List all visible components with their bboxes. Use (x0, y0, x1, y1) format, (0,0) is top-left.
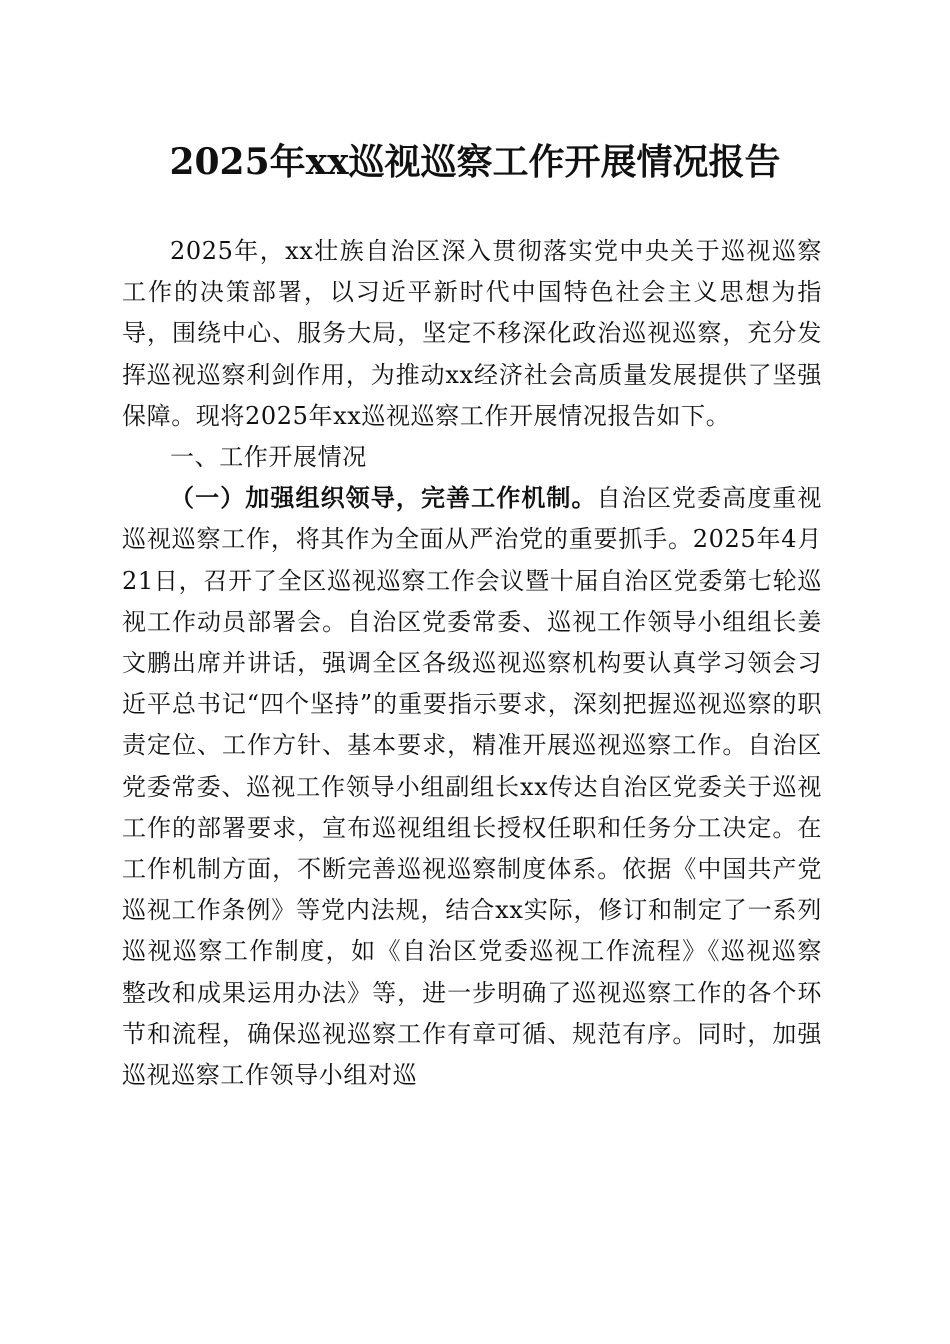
subsection-body: 自治区党委高度重视巡视巡察工作，将其作为全面从严治党的重要抓手。2025年4月21日，召开了全区巡视巡察工作会议暨十届自治区党委第七轮巡视工作动员部署会。自治区党委常委、巡视工作领导小组组长姜文鹏出席并讲话，强调全区各级巡视巡察机构要认真学习领会习近平总书记“四个坚持”的重要指示要求，深刻把握巡视巡察的职责定位、工作方针、基本要求，精准开展巡视巡察工作。自治区党委常委、巡视工作领导小组副组长xx传达自治区党委关于巡视工作的部署要求，宣布巡视组组长授权任职和任务分工决定。在工作机制方面，不断完善巡视巡察制度体系。依据《中国共产党巡视工作条例》等党内法规，结合xx实际，修订和制定了一系列巡视巡察工作制度，如《自治区党委巡视工作流程》《巡视巡察整改和成果运用办法》等，进一步明确了巡视巡察工作的各个环节和流程，确保巡视巡察工作有章可循、规范有序。同时，加强巡视巡察工作领导小组对巡 (122, 484, 822, 1090)
intro-paragraph: 2025年，xx壮族自治区深入贯彻落实党中央关于巡视巡察工作的决策部署，以习近平新时代中国特色社会主义思想为指导，围绕中心、服务大局，坚定不移深化政治巡视巡察，充分发挥巡视巡察利剑作用，为推动xx经济社会高质量发展提供了坚强保障。现将2025年xx巡视巡察工作开展情况报告如下。 (122, 237, 822, 430)
subsection-lead: （一）加强组织领导，完善工作机制。 (170, 484, 597, 513)
document-body (122, 231, 822, 1096)
section-heading: 一、工作开展情况 (170, 443, 367, 472)
document-title: 2025年xx巡视巡察工作开展情况报告 (169, 141, 781, 183)
subsection-paragraph (122, 478, 822, 1096)
